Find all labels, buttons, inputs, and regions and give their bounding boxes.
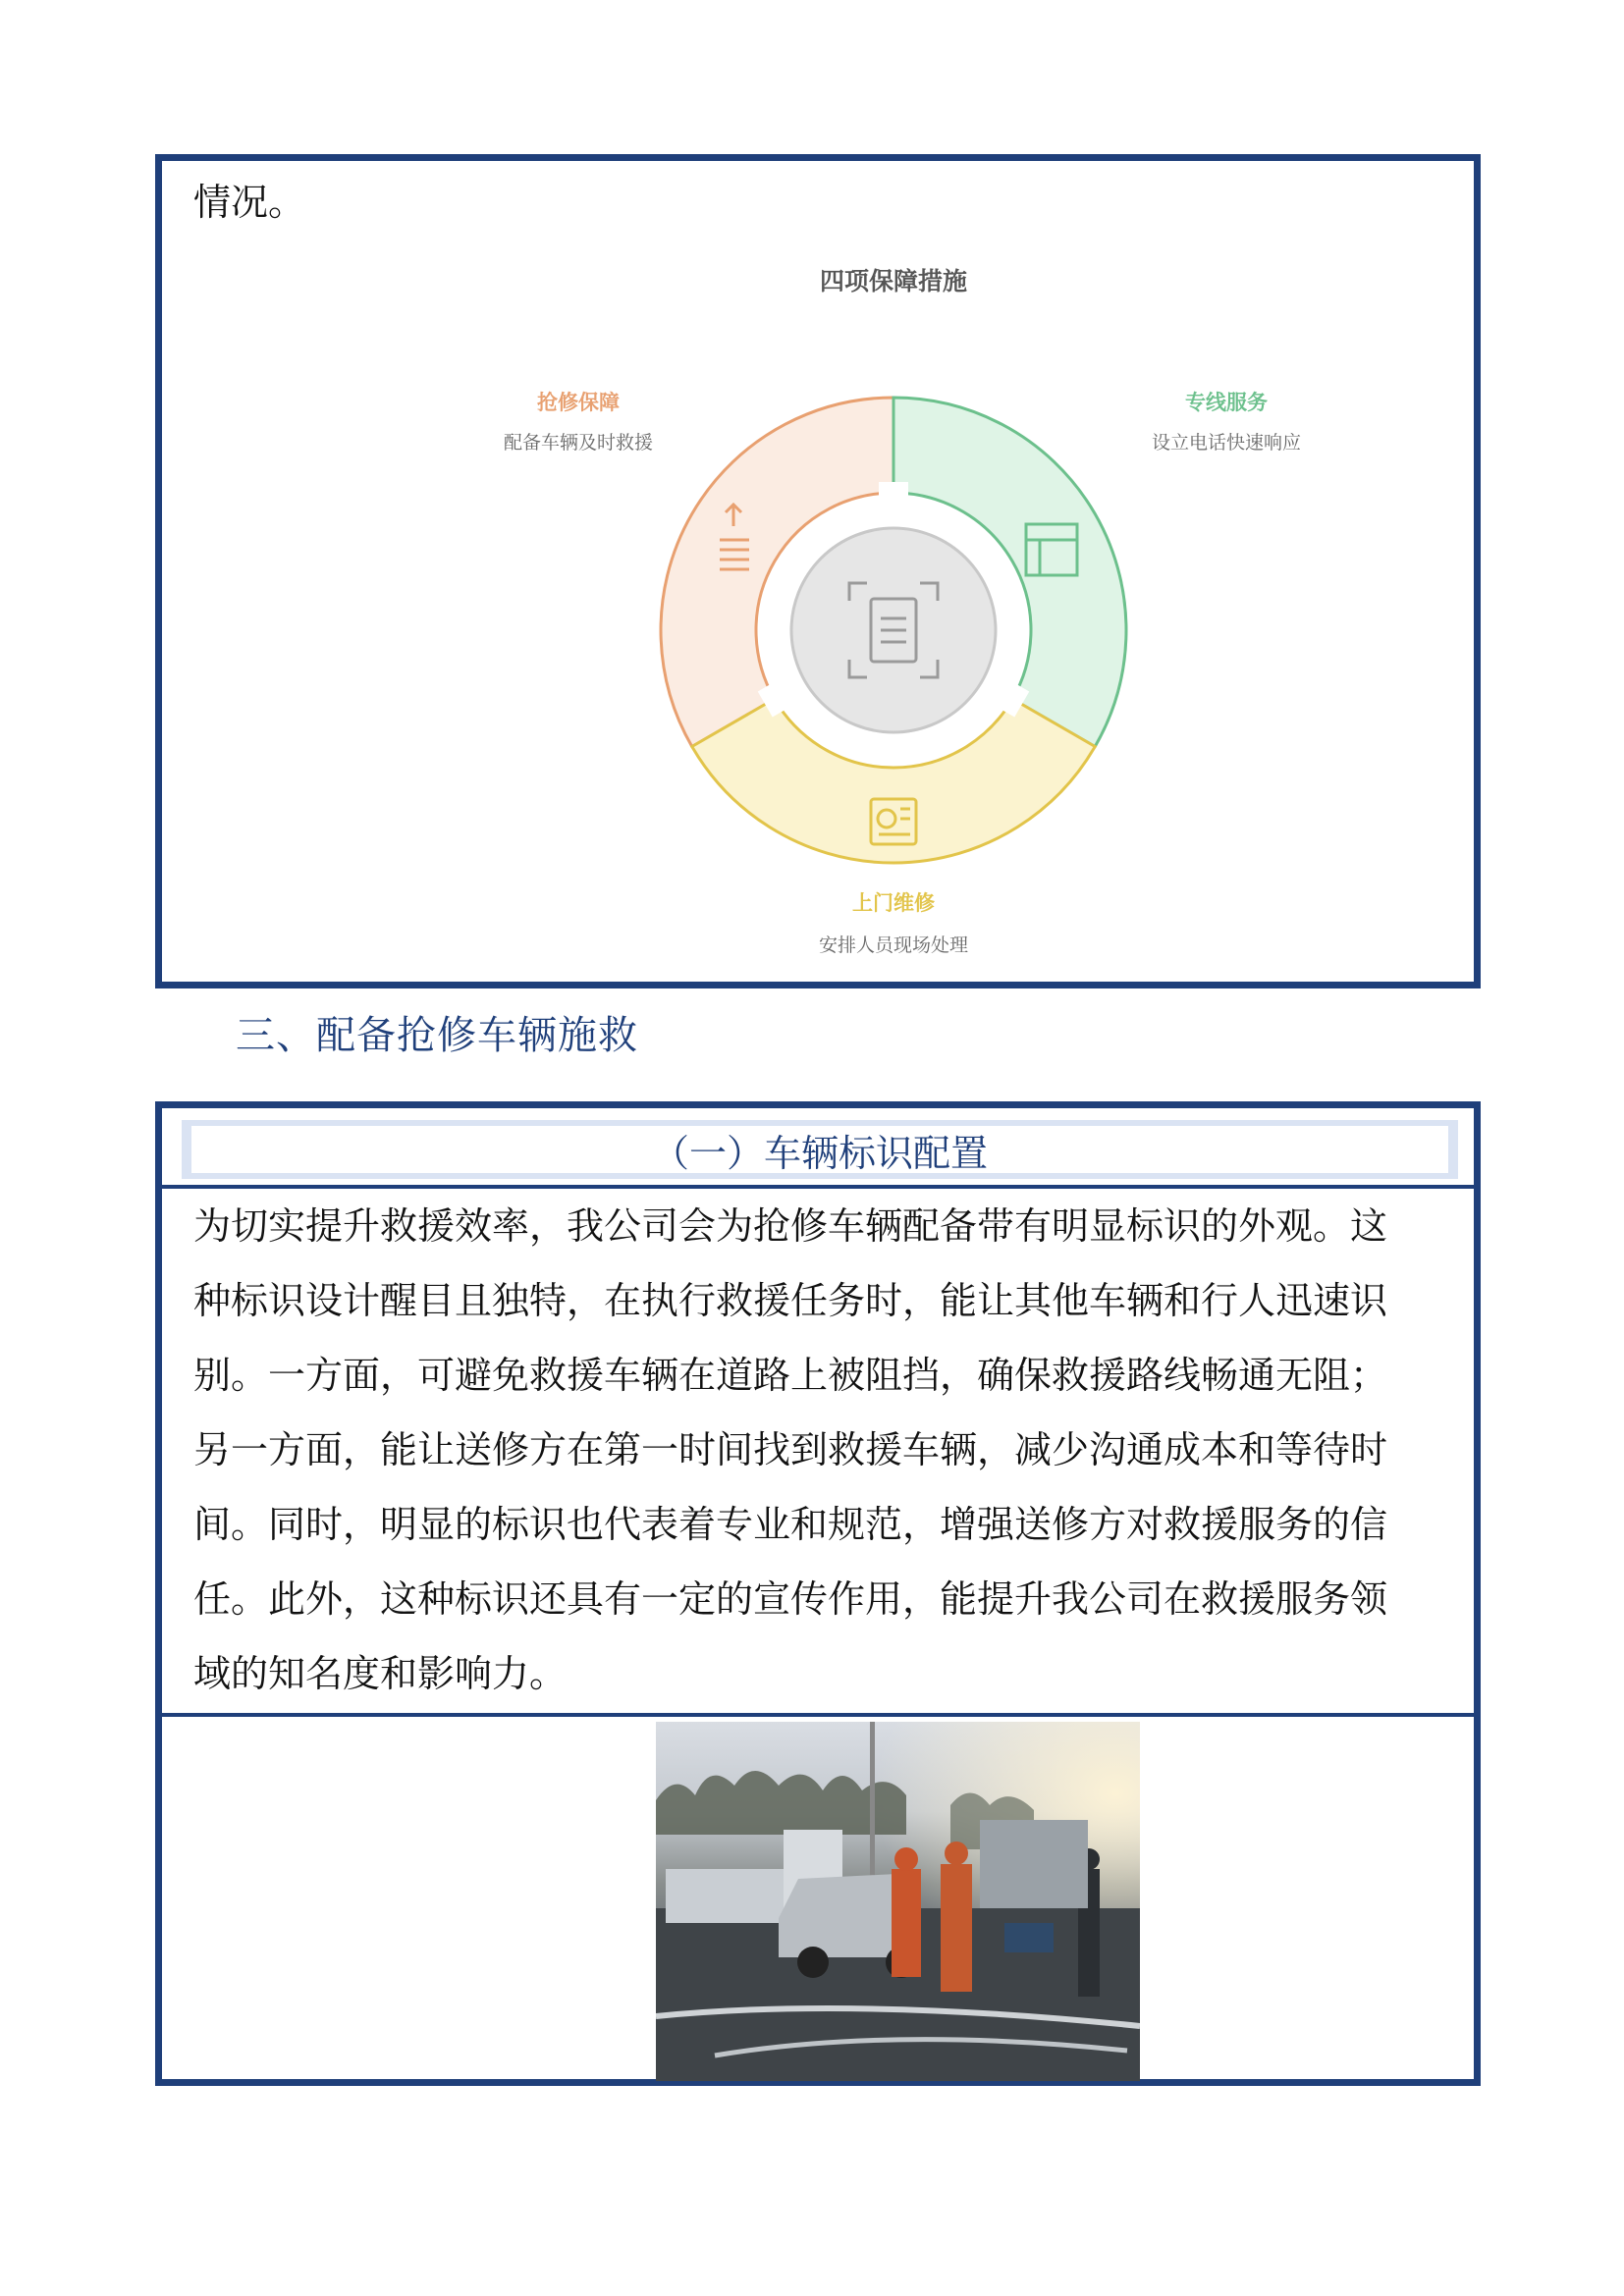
- vehicle-marking-frame: [155, 1101, 1481, 2086]
- paragraph-line: 间。同时，明显的标识也代表着专业和规范，增强送修方对救援服务的信: [193, 1503, 1388, 1546]
- paragraph-line: 为切实提升救援效率，我公司会为抢修车辆配备带有明显标识的外观。这: [193, 1204, 1388, 1248]
- photo-illustration: [656, 1722, 1140, 2081]
- segment-desc-onsite: 安排人员现场处理: [818, 934, 969, 956]
- paragraph-line: 域的知名度和影响力。: [193, 1652, 568, 1695]
- segment-title-onsite: 上门维修: [852, 890, 935, 915]
- paragraph-line: 别。一方面，可避免救援车辆在道路上被阻挡，确保救援路线畅通无阻；: [193, 1354, 1388, 1397]
- segment-title-hotline: 专线服务: [1185, 390, 1268, 414]
- body-paragraph: [193, 1189, 1460, 1711]
- section-heading: 三、配备抢修车辆施救: [236, 1013, 638, 1058]
- subsection-title: （一）车辆标识配置: [191, 1126, 1448, 1173]
- continued-text: 情况。: [193, 181, 306, 224]
- table-rule: [162, 1713, 1474, 1717]
- segment-title-repair: 抢修保障: [537, 390, 620, 414]
- diagram-title: 四项保障措施: [819, 267, 968, 295]
- paragraph-line: 种标识设计醒目且独特，在执行救援任务时，能让其他车辆和行人迅速识: [193, 1279, 1388, 1322]
- title-band: [182, 1120, 1458, 1179]
- rescue-scene-photo: [656, 1722, 1140, 2081]
- diagram-frame: [155, 154, 1481, 988]
- segment-desc-repair: 配备车辆及时救援: [503, 432, 654, 454]
- segment-desc-hotline: 设立电话快速响应: [1151, 432, 1302, 454]
- guarantee-diagram: [162, 161, 1474, 982]
- paragraph-line: 另一方面，能让送修方在第一时间找到救援车辆，减少沟通成本和等待时: [193, 1428, 1388, 1471]
- paragraph-line: 任。此外，这种标识还具有一定的宣传作用，能提升我公司在救援服务领: [193, 1577, 1388, 1621]
